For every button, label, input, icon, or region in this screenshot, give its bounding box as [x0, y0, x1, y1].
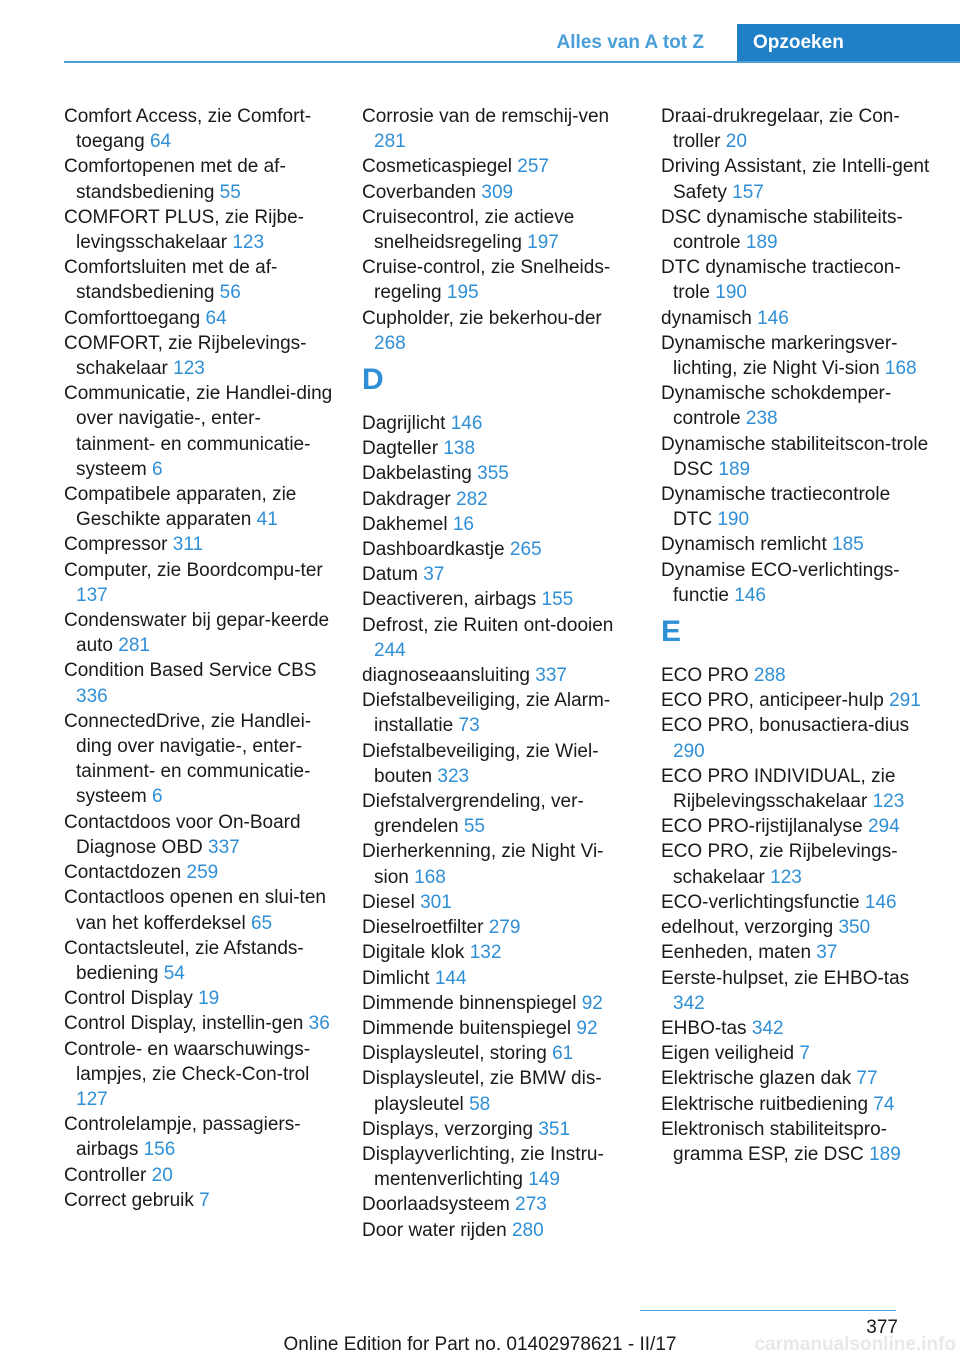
index-entry-text: ECO PRO, anticipeer-hulp — [661, 690, 884, 712]
page-reference-link[interactable]: 54 — [163, 962, 185, 984]
edition-note: Online Edition for Part no. 01402978621 - II/17 — [283, 1334, 677, 1355]
index-entry-text: Contactdozen — [64, 862, 182, 884]
index-entry — [661, 255, 933, 305]
page-number: 377 — [866, 1317, 898, 1338]
index-entry — [661, 432, 933, 482]
index-entry-text: Draai-drukregelaar, zie Con-troller — [661, 106, 900, 153]
index-entry — [64, 658, 336, 708]
index-entry-text: Comforttoegang — [64, 307, 201, 329]
index-entry-text: Diefstalvergrendeling, ver-grendelen — [362, 791, 584, 838]
index-entry-text: COMFORT, zie Rijbelevings-schakelaar — [64, 332, 307, 380]
index-entry-text: Dimmende buitenspiegel — [362, 1017, 572, 1039]
header-divider — [64, 61, 960, 63]
page-reference-link[interactable]: 342 — [751, 1017, 784, 1039]
index-entry — [362, 890, 634, 915]
index-entry — [661, 104, 933, 154]
index-entry — [661, 381, 933, 431]
page-reference-link[interactable]: 41 — [256, 509, 278, 531]
index-entry — [362, 915, 634, 940]
index-entry-text: Elektrische ruitbediening — [661, 1093, 869, 1115]
index-entry-text: Coverbanden — [362, 181, 477, 203]
index-entry — [362, 940, 634, 965]
page-reference-link[interactable]: 37 — [816, 942, 838, 964]
page-reference-link[interactable]: 168 — [414, 866, 446, 888]
index-entry-text: diagnoseaansluiting — [362, 665, 530, 687]
index-entry — [362, 1192, 634, 1217]
page-reference-link[interactable]: 64 — [205, 307, 227, 329]
index-entry-text: Contactdoos voor On-Board Diagnose OBD — [64, 811, 301, 858]
index-entry-text: Control Display — [64, 988, 193, 1010]
index-entry-text: Comfortopenen met de af-standsbediening — [64, 156, 286, 203]
page-reference-link[interactable]: 273 — [515, 1194, 547, 1216]
index-entry — [661, 663, 933, 688]
index-entry-text: Eenheden, maten — [661, 942, 812, 964]
index-entry — [661, 814, 933, 839]
page-reference-link[interactable]: 149 — [528, 1169, 560, 1191]
index-entry-text: dynamisch — [661, 307, 752, 329]
page-reference-link[interactable]: 36 — [308, 1013, 330, 1035]
page-reference-link[interactable]: 146 — [757, 307, 789, 329]
page-reference-link[interactable]: 323 — [437, 765, 470, 787]
chapter-tab[interactable]: Opzoeken — [737, 24, 960, 61]
page-reference-link[interactable]: 279 — [488, 917, 521, 939]
index-entry — [64, 1112, 336, 1162]
index-entry — [362, 205, 634, 255]
index-entry-text: Corrosie van de remschij-ven — [362, 106, 610, 127]
index-entry-text: Dynamische tractiecontrole DTC — [661, 484, 891, 531]
index-entry — [362, 411, 634, 436]
index-entry — [661, 713, 933, 763]
index-entry — [362, 436, 634, 461]
index-entry-text: Dierherkenning, zie Night Vi-sion — [362, 841, 604, 888]
index-entry-text: Dimmende binnenspiegel — [362, 992, 577, 1014]
index-entry-text: Dagteller — [362, 438, 439, 460]
index-entry — [64, 608, 336, 658]
page-reference-link[interactable]: 168 — [884, 358, 917, 380]
page-reference-link[interactable]: 74 — [873, 1093, 895, 1115]
index-letter-heading: E — [661, 615, 682, 649]
index-entry — [362, 1066, 634, 1116]
index-entry-text: Doorlaadsysteem — [362, 1194, 510, 1216]
page-reference-link[interactable]: 146 — [734, 584, 766, 606]
page-reference-link[interactable]: 146 — [450, 413, 483, 435]
page-reference-link[interactable]: 77 — [856, 1068, 878, 1090]
index-entry-text: Compatibele apparaten, zie Geschikte apparaten — [64, 484, 297, 531]
page-reference-link[interactable]: 55 — [463, 816, 485, 838]
page-reference-link[interactable]: 7 — [199, 1189, 210, 1211]
index-entry — [64, 482, 336, 532]
index-entry — [64, 306, 336, 331]
index-entry-text: Diefstalbeveiliging, zie Wiel-bouten — [362, 740, 599, 787]
index-entry-text: Dynamise ECO-verlichtings-functie — [661, 559, 900, 606]
page-reference-link[interactable]: 123 — [173, 358, 205, 380]
index-entry — [64, 1188, 336, 1213]
index-entry-text: Displayverlichting, zie Instru-mentenverlichting — [362, 1143, 604, 1191]
page-reference-link[interactable]: 185 — [832, 534, 864, 556]
index-entry-text: Dakbelasting — [362, 463, 472, 485]
index-entry-text: Contactloos openen en slui-ten van het kofferdeksel — [64, 887, 326, 934]
index-entry — [64, 810, 336, 860]
page-reference-link[interactable]: 7 — [799, 1043, 810, 1065]
index-entry — [64, 1037, 336, 1113]
page-reference-link[interactable]: 16 — [452, 513, 474, 535]
index-entry — [64, 885, 336, 935]
index-entry — [661, 764, 933, 814]
page-reference-link[interactable]: 291 — [889, 690, 921, 712]
index-entry-text: Driving Assistant, zie Intelli-gent Safety — [661, 156, 930, 203]
index-entry — [362, 537, 634, 562]
index-entry-text: Cruisecontrol, zie actieve snelheidsregeling — [362, 206, 575, 254]
index-entry — [362, 991, 634, 1016]
page-reference-link[interactable]: 127 — [76, 1088, 108, 1110]
index-entry — [64, 104, 336, 154]
index-entry-text: Compressor — [64, 534, 168, 556]
index-entry-text: Displaysleutel, storing — [362, 1043, 547, 1065]
index-entry — [64, 860, 336, 885]
page-reference-link[interactable]: 301 — [420, 891, 452, 913]
page-reference-link[interactable]: 190 — [717, 509, 750, 531]
index-entry-text: Displays, verzorging — [362, 1118, 534, 1140]
index-entry — [64, 936, 336, 986]
page-reference-link[interactable]: 55 — [219, 181, 241, 203]
index-entry-text: Datum — [362, 564, 418, 586]
index-entry — [362, 487, 634, 512]
index-entry-text: ConnectedDrive, zie Handlei-ding over navigatie-, enter-tainment- en communicatie-systeem — [64, 710, 312, 808]
index-entry-text: Diefstalbeveiliging, zie Alarm-installatie — [362, 690, 611, 737]
index-entry — [661, 205, 933, 255]
index-entry-text: COMFORT PLUS, zie Rijbe-levingsschakelaar — [64, 206, 305, 254]
page-reference-link[interactable]: 20 — [151, 1164, 173, 1186]
page-reference-link[interactable]: 189 — [869, 1143, 901, 1165]
page-reference-link[interactable]: 257 — [517, 156, 549, 178]
index-entry — [661, 688, 933, 713]
page-reference-link[interactable]: 337 — [535, 665, 567, 687]
index-entry-text: ECO-verlichtingsfunctie — [661, 891, 860, 913]
page-reference-link[interactable]: 137 — [76, 584, 108, 606]
page-reference-link[interactable]: 189 — [718, 458, 751, 480]
page-reference-link[interactable]: 259 — [186, 862, 219, 884]
index-entry — [362, 1041, 634, 1066]
index-entry-text: Digitale klok — [362, 942, 465, 964]
index-entry — [661, 890, 933, 915]
index-entry — [661, 306, 933, 331]
index-entry — [64, 986, 336, 1011]
watermark: carmanualsonline.info — [754, 1334, 956, 1355]
index-entry-text: DTC dynamische tractiecon-trole — [661, 257, 901, 304]
page-reference-link[interactable]: 20 — [725, 131, 747, 153]
index-entry-text: EHBO-tas — [661, 1017, 747, 1039]
page-reference-link[interactable]: 156 — [143, 1139, 176, 1161]
page-reference-link[interactable]: 123 — [872, 791, 905, 813]
index-entry — [362, 306, 634, 356]
index-entry — [362, 587, 634, 612]
index-entry-text: Deactiveren, airbags — [362, 589, 537, 611]
page-reference-link[interactable]: 58 — [469, 1093, 491, 1115]
index-entry — [362, 966, 634, 991]
index-entry-text: Displaysleutel, zie BMW dis-playsleutel — [362, 1068, 602, 1115]
index-entry — [64, 532, 336, 557]
index-entry-text: DSC dynamische stabiliteits-controle — [661, 206, 903, 254]
index-entry-text: Diesel — [362, 891, 415, 913]
index-entry-text: Controlelampje, passagiers-airbags — [64, 1114, 301, 1161]
page-reference-link[interactable]: 197 — [527, 232, 559, 254]
page-reference-link[interactable]: 281 — [374, 131, 406, 153]
index-entry-text: Eigen veiligheid — [661, 1043, 795, 1065]
index-entry — [362, 789, 634, 839]
index-entry — [362, 613, 634, 663]
index-entry-text: Dashboardkastje — [362, 539, 505, 561]
index-entry — [661, 966, 933, 1016]
index-entry — [362, 104, 634, 154]
index-entry — [362, 1016, 634, 1041]
index-entry-text: Cruise-control, zie Snelheids-regeling — [362, 257, 611, 304]
index-entry — [661, 482, 933, 532]
index-entry-text: Cosmeticaspiegel — [362, 156, 512, 178]
index-column-2 — [362, 104, 634, 1243]
index-entry — [661, 839, 933, 889]
page-reference-link[interactable]: 92 — [576, 1017, 598, 1039]
index-entry — [64, 205, 336, 255]
index-entry-text: Dagrijlicht — [362, 413, 446, 435]
page-reference-link[interactable]: 37 — [423, 564, 445, 586]
index-entry-text: edelhout, verzorging — [661, 917, 834, 939]
index-entry-text: Comfort Access, zie Comfort-toegang — [64, 106, 312, 153]
index-entry-text: Condition Based Service CBS — [64, 660, 317, 682]
index-entry-text: Controle- en waarschuwings-lampjes, zie Check-Con-trol — [64, 1038, 311, 1085]
index-entry-text: Correct gebruik — [64, 1189, 194, 1211]
index-entry — [362, 154, 634, 179]
index-entry-text: Elektrische glazen dak — [661, 1068, 852, 1090]
index-entry — [661, 154, 933, 204]
index-entry — [64, 255, 336, 305]
page-reference-link[interactable]: 146 — [864, 891, 897, 913]
page-reference-link[interactable]: 73 — [458, 715, 480, 737]
page-reference-link[interactable]: 123 — [770, 866, 802, 888]
page-reference-link[interactable]: 144 — [434, 967, 467, 989]
page-reference-link[interactable]: 290 — [673, 740, 705, 762]
page-reference-link[interactable]: 244 — [374, 639, 406, 661]
page-reference-link[interactable]: 65 — [250, 912, 273, 934]
index-entry-text: Contactsleutel, zie Afstands-bediening — [64, 937, 304, 984]
index-entry-text: Dakdrager — [362, 488, 451, 510]
index-entry-text: Dynamische schokdemper-controle — [661, 383, 892, 430]
index-entry — [362, 1218, 634, 1243]
index-entry — [661, 532, 933, 557]
page-reference-link[interactable]: 189 — [745, 232, 778, 254]
index-entry — [661, 1041, 933, 1066]
index-entry — [64, 381, 336, 482]
index-entry — [362, 688, 634, 738]
page-reference-link[interactable]: 6 — [152, 458, 163, 480]
index-entry — [362, 562, 634, 587]
index-entry-text: Eerste-hulpset, zie EHBO-tas — [661, 967, 910, 989]
page-reference-link[interactable]: 157 — [732, 181, 764, 203]
footer-divider — [640, 1310, 896, 1311]
index-entry-text: Communicatie, zie Handlei-ding over navigatie-, enter-tainment- en communicatie-systeem — [64, 383, 333, 480]
index-entry-text: Elektronisch stabiliteitspro-gramma ESP, zie DSC — [661, 1118, 887, 1165]
page-reference-link[interactable]: 155 — [541, 589, 574, 611]
page-reference-link[interactable]: 294 — [867, 816, 900, 838]
index-entry — [661, 1066, 933, 1091]
page-reference-link[interactable]: 280 — [511, 1219, 544, 1241]
page-reference-link[interactable]: 351 — [538, 1118, 571, 1140]
page-reference-link[interactable]: 268 — [374, 332, 406, 354]
page-header — [0, 24, 960, 62]
page-reference-link[interactable]: 309 — [481, 181, 514, 203]
page-reference-link[interactable]: 355 — [477, 463, 509, 485]
index-entry — [661, 915, 933, 940]
index-entry — [64, 1163, 336, 1188]
page-reference-link[interactable]: 19 — [198, 988, 220, 1010]
page-reference-link[interactable]: 6 — [152, 786, 163, 808]
index-entry — [661, 331, 933, 381]
index-entry — [362, 461, 634, 486]
page-reference-link[interactable]: 238 — [745, 408, 778, 430]
index-entry-text: ECO PRO-rijstijlanalyse — [661, 816, 863, 838]
page-reference-link[interactable]: 265 — [509, 539, 542, 561]
index-entry-text: ECO PRO, bonusactiera-dius — [661, 715, 910, 737]
page-reference-link[interactable]: 64 — [149, 131, 172, 153]
index-entry — [362, 663, 634, 688]
index-entry — [362, 180, 634, 205]
index-entry — [64, 558, 336, 608]
page-reference-link[interactable]: 132 — [469, 942, 502, 964]
page-reference-link[interactable]: 311 — [172, 534, 204, 556]
index-entry-text: Controller — [64, 1164, 147, 1186]
page-reference-link[interactable]: 337 — [208, 836, 240, 858]
page-footer — [0, 1334, 960, 1362]
page-reference-link[interactable]: 281 — [118, 635, 150, 657]
index-entry-text: Dieselroetfilter — [362, 917, 484, 939]
index-entry-text: ECO PRO INDIVIDUAL, zie Rijbelevingsschakelaar — [661, 765, 896, 813]
index-entry-text: Cupholder, zie bekerhou-der — [362, 307, 602, 329]
index-entry — [362, 255, 634, 305]
index-entry-text: Dynamisch remlicht — [661, 534, 827, 556]
index-entry-text: ECO PRO, zie Rijbelevings-schakelaar — [661, 841, 898, 888]
index-entry — [64, 154, 336, 204]
page-reference-link[interactable]: 56 — [219, 282, 241, 304]
index-entry-text: Defrost, zie Ruiten ont-dooien — [362, 614, 614, 636]
page-reference-link[interactable]: 92 — [581, 992, 603, 1014]
index-entry — [362, 1142, 634, 1192]
index-entry-text: Computer, zie Boordcompu-ter — [64, 559, 323, 581]
index-column-1 — [64, 104, 336, 1213]
index-entry-text: Door water rijden — [362, 1219, 507, 1241]
page-reference-link[interactable]: 342 — [673, 992, 705, 1014]
index-entry — [362, 512, 634, 537]
index-entry — [661, 940, 933, 965]
index-letter-heading: D — [362, 363, 384, 397]
index-entry-text: Dakhemel — [362, 513, 448, 535]
index-entry — [64, 709, 336, 810]
page-reference-link[interactable]: 195 — [446, 282, 479, 304]
index-entry-text: Dynamische markeringsver-lichting, zie Night Vi-sion — [661, 332, 898, 380]
page-reference-link[interactable]: 123 — [232, 232, 265, 254]
index-entry — [362, 739, 634, 789]
index-entry — [362, 839, 634, 889]
index-entry — [661, 1092, 933, 1117]
index-entry — [661, 558, 933, 608]
page-reference-link[interactable]: 138 — [443, 438, 476, 460]
index-entry-text: ECO PRO — [661, 665, 749, 687]
index-entry-text: Condenswater bij gepar-keerde auto — [64, 610, 330, 657]
index-entry-text: Control Display, instellin-gen — [64, 1013, 304, 1035]
index-entry — [64, 1011, 336, 1036]
index-column-3 — [661, 104, 933, 1167]
page-reference-link[interactable]: 61 — [552, 1043, 574, 1065]
index-entry — [64, 331, 336, 381]
index-entry-text: Dynamische stabiliteitscon-trole DSC — [661, 433, 929, 480]
index-entry — [362, 1117, 634, 1142]
page-reference-link[interactable]: 288 — [753, 665, 786, 687]
section-title: Alles van A tot Z — [556, 32, 704, 53]
index-entry-text: Comfortsluiten met de af-standsbediening — [64, 257, 278, 304]
index-entry-text: Dimlicht — [362, 967, 430, 989]
index-entry — [661, 1016, 933, 1041]
page-reference-link[interactable]: 190 — [715, 282, 747, 304]
page-reference-link[interactable]: 336 — [76, 685, 108, 707]
page-reference-link[interactable]: 350 — [838, 917, 871, 939]
index-entry — [661, 1117, 933, 1167]
page-reference-link[interactable]: 282 — [456, 488, 488, 510]
